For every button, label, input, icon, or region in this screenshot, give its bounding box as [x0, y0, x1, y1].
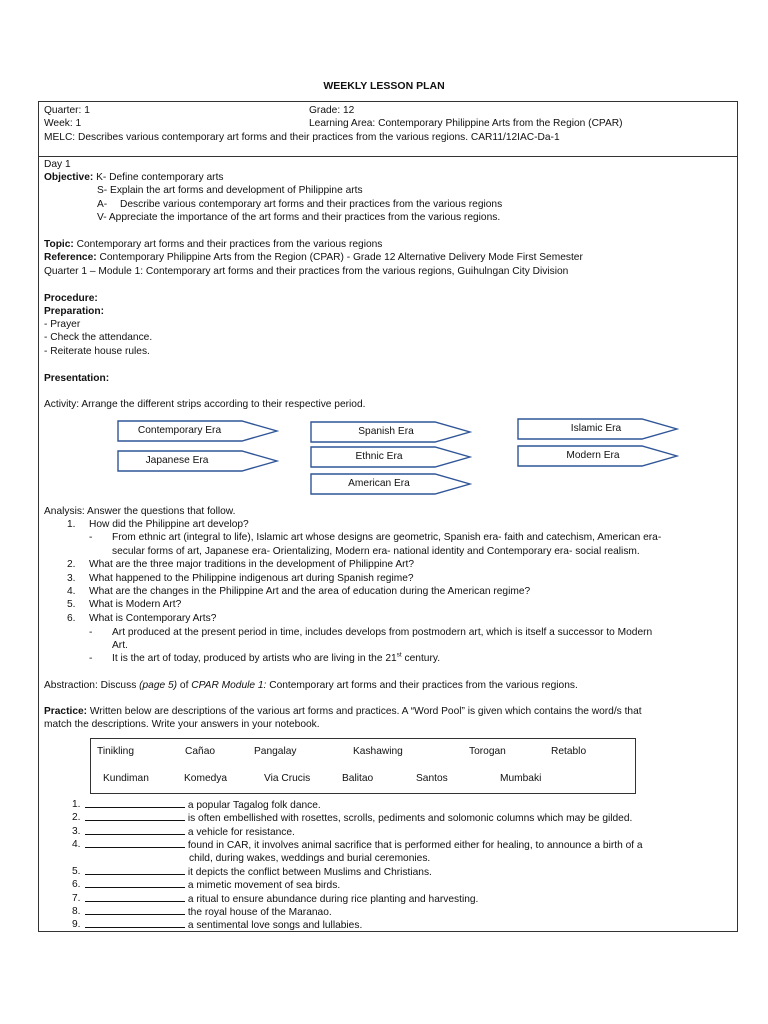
preparation-label	[44, 305, 104, 318]
objective-s: S- Explain the art forms and development of Philippine arts	[97, 185, 363, 196]
grade-text: Grade: 12	[309, 105, 355, 116]
document-title: WEEKLY LESSON PLAN	[323, 80, 445, 92]
procedure-label	[44, 292, 98, 305]
presentation-label-text: Presentation:	[44, 373, 110, 384]
item-text: a ritual to ensure abundance during rice planting and harvesting.	[187, 894, 479, 905]
question-2: What are the three major traditions in the development of Philippine Art?	[89, 559, 415, 570]
item-row	[85, 825, 295, 839]
answer-blank	[85, 918, 185, 928]
item-text: a sentimental love songs and lullabies.	[187, 920, 363, 931]
strip-spanish-era	[310, 421, 472, 443]
topic-label: Topic:	[44, 239, 74, 250]
item-number: 7.	[72, 893, 81, 904]
preparation-item: - Check the attendance.	[44, 332, 153, 343]
practice-text: Written below are descriptions of the various art forms and practices. A “Word Pool” is given which contains the word/s that	[87, 706, 642, 717]
item-number: 3.	[72, 826, 81, 837]
item-number: 2.	[72, 812, 81, 823]
abstraction-pre: Abstraction: Discuss	[44, 680, 140, 691]
answer-bullet: -	[89, 627, 93, 638]
practice-label: Practice:	[44, 706, 88, 717]
reference-line	[44, 251, 583, 264]
reference-text: Contemporary Philippine Arts from the Region (CPAR) - Grade 12 Alternative Delivery Mode First Semester	[96, 252, 583, 263]
day-label: Day 1	[44, 159, 71, 170]
item-text: a mimetic movement of sea birds.	[187, 880, 341, 891]
item-text: the royal house of the Maranao.	[187, 907, 332, 918]
strip-american-era	[310, 473, 472, 495]
item-number: 8.	[72, 906, 81, 917]
word-pool-item: Santos	[416, 773, 448, 784]
question-number: 4.	[67, 586, 76, 597]
answer-bullet: -	[89, 653, 93, 664]
objective-k-text: K- Define contemporary arts	[96, 172, 224, 183]
word-pool-item: Komedya	[184, 773, 228, 784]
item-text: a vehicle for resistance.	[187, 827, 295, 838]
answer-blank	[85, 811, 185, 821]
topic-text: Contemporary art forms and their practices from the various regions	[73, 239, 383, 250]
item-text-continued: child, during wakes, weddings and burial ceremonies.	[189, 853, 431, 864]
strip-label: Modern Era	[566, 450, 620, 461]
item-row	[85, 878, 340, 892]
answer-bullet: -	[89, 532, 93, 543]
question-number: 6.	[67, 613, 76, 624]
word-pool-item: Via Crucis	[264, 773, 311, 784]
answer-blank	[85, 905, 185, 915]
strip-ethnic-era	[310, 446, 472, 468]
abstraction-page: (page 5)	[139, 680, 178, 691]
item-number: 5.	[72, 866, 81, 877]
word-pool-item: Mumbaki	[500, 773, 542, 784]
word-pool-item: Balitao	[342, 773, 374, 784]
practice-line1	[44, 705, 642, 718]
item-row	[85, 798, 321, 812]
preparation-label-text: Preparation:	[44, 306, 105, 317]
strip-modern-era	[517, 445, 679, 467]
item-row	[85, 838, 643, 852]
reference-line2: Quarter 1 – Module 1: Contemporary art forms and their practices from the various regions, Guihulngan City Division	[44, 266, 569, 277]
word-pool-item: Tinikling	[97, 746, 134, 757]
item-row	[85, 811, 632, 825]
answer-blank	[85, 878, 185, 888]
strip-contemporary-era	[117, 420, 279, 442]
item-text: is often embellished with rosettes, scrolls, pediments and solomonic columns which may be gilded.	[187, 813, 633, 824]
question-4: What are the changes in the Philippine Art and the area of education during the American regime?	[89, 586, 531, 597]
answer-6a-line1: Art produced at the present period in time, includes develops from postmodern art, which is itself a successor to Modern	[112, 627, 653, 638]
preparation-item: - Reiterate house rules.	[44, 346, 150, 357]
word-pool-item: Cañao	[185, 746, 216, 757]
strip-label: Contemporary Era	[137, 425, 222, 436]
question-6: What is Contemporary Arts?	[89, 613, 217, 624]
strip-islamic-era	[517, 418, 679, 440]
item-row	[85, 918, 362, 932]
analysis-intro: Analysis: Answer the questions that follow.	[44, 506, 236, 517]
item-row	[85, 892, 478, 906]
strip-label: Ethnic Era	[355, 451, 403, 462]
item-text: it depicts the conflict between Muslims and Christians.	[187, 867, 432, 878]
question-1: How did the Philippine art develop?	[89, 519, 249, 530]
presentation-label	[44, 372, 109, 385]
abstraction-post: Contemporary art forms and their practices from the various regions.	[266, 680, 578, 691]
item-row	[85, 905, 332, 919]
word-pool-item: Retablo	[551, 746, 587, 757]
objective-a-letter: A-	[97, 199, 108, 210]
answer-6b	[112, 652, 440, 665]
strip-label: Islamic Era	[570, 423, 622, 434]
question-3: What happened to the Philippine indigenous art during Spanish regime?	[89, 573, 414, 584]
item-text: found in CAR, it involves animal sacrifice that is performed either for healing, to announce a birth of a	[187, 840, 643, 851]
objective-k	[44, 171, 224, 184]
preparation-item: - Prayer	[44, 319, 81, 330]
answer-6b-end: century.	[401, 653, 441, 664]
answer-blank	[85, 838, 185, 848]
practice-line2: match the descriptions. Write your answers in your notebook.	[44, 719, 320, 730]
word-pool-item: Kashawing	[353, 746, 403, 757]
week-text: Week: 1	[44, 118, 82, 129]
reference-label: Reference:	[44, 252, 97, 263]
objective-v: V- Appreciate the importance of the art forms and their practices from the various regions.	[97, 212, 501, 223]
strip-label: American Era	[348, 478, 410, 489]
procedure-label-text: Procedure:	[44, 293, 98, 304]
item-number: 4.	[72, 839, 81, 850]
objective-label: Objective:	[44, 172, 94, 183]
item-number: 9.	[72, 919, 81, 930]
question-number: 3.	[67, 573, 76, 584]
answer-blank	[85, 892, 185, 902]
answer-blank	[85, 798, 185, 808]
item-number: 6.	[72, 879, 81, 890]
abstraction-mid: of	[177, 680, 192, 691]
word-pool-item: Kundiman	[103, 773, 149, 784]
activity-text: Activity: Arrange the different strips according to their respective period.	[44, 399, 366, 410]
learning-area-text: Learning Area: Contemporary Philippine Arts from the Region (CPAR)	[309, 118, 623, 129]
strip-label: Japanese Era	[145, 455, 209, 466]
superscript-st: st	[396, 651, 402, 659]
answer-1-line2: secular forms of art, Japanese era- Orientalizing, Modern era- national identity and Contemporary era- social realism.	[112, 546, 640, 557]
item-number: 1.	[72, 799, 81, 810]
strip-label: Spanish Era	[358, 426, 414, 437]
question-number: 1.	[67, 519, 76, 530]
word-pool-item: Pangalay	[254, 746, 297, 757]
answer-6b-text: It is the art of today, produced by artists who are living in the 21	[112, 653, 397, 664]
answer-6a-line2: Art.	[112, 640, 128, 651]
word-pool-item: Torogan	[469, 746, 506, 757]
quarter-text: Quarter: 1	[44, 105, 90, 116]
answer-blank	[85, 825, 185, 835]
objective-a: Describe various contemporary art forms and their practices from the various regions	[120, 199, 503, 210]
question-number: 2.	[67, 559, 76, 570]
melc-text: MELC: Describes various contemporary art forms and their practices from the various regions. CAR11/12IAC-Da-1	[44, 132, 560, 143]
item-text: a popular Tagalog folk dance.	[187, 800, 321, 811]
answer-1-line1: From ethnic art (integral to life), Islamic art whose designs are geometric, Spanish era- faith and catechism, American era-	[112, 532, 662, 543]
topic-line	[44, 238, 382, 251]
question-5: What is Modern Art?	[89, 599, 182, 610]
answer-blank	[85, 865, 185, 875]
abstraction-module: CPAR Module 1:	[191, 680, 267, 691]
abstraction-line	[44, 679, 578, 692]
strip-japanese-era	[117, 450, 279, 472]
item-row	[85, 865, 432, 879]
question-number: 5.	[67, 599, 76, 610]
